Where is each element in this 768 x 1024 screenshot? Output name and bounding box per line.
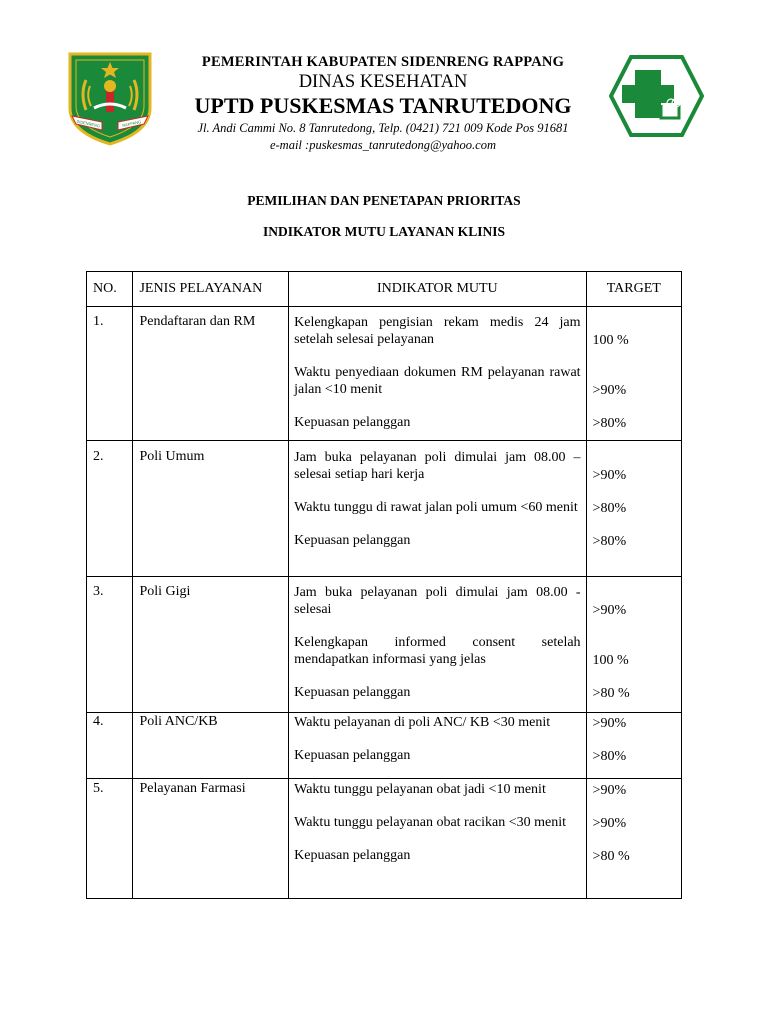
target-value: >90% — [592, 782, 627, 798]
government-name: PEMERINTAH KABUPATEN SIDENRENG RAPPANG — [201, 54, 565, 70]
table-body — [87, 307, 682, 899]
target-cell — [586, 441, 681, 577]
indicator-item: Waktu tunggu di rawat jalan poli umum <60 menit — [294, 500, 578, 515]
indicator-cell — [289, 307, 586, 441]
row-number: 5. — [87, 779, 133, 899]
target-cell — [586, 307, 681, 441]
emblem-banner-right: RAPPANG — [121, 119, 142, 128]
target-value: >90% — [592, 467, 627, 483]
row-number: 1. — [87, 307, 133, 441]
target-value: 100 % — [592, 652, 629, 668]
indicator-item: Kepuasan pelanggan — [294, 848, 411, 863]
service-type: Pelayanan Farmasi — [133, 779, 289, 899]
table-row — [87, 577, 682, 713]
document-title: PEMILIHAN DAN PENETAPAN PRIORITAS — [247, 193, 521, 208]
indicator-item: Jam buka pelayanan poli dimulai jam 08.00 – selesai setiap hari kerja — [294, 450, 581, 482]
service-type: Poli Gigi — [133, 577, 289, 713]
document-subtitle: INDIKATOR MUTU LAYANAN KLINIS — [263, 224, 505, 239]
target-cell — [586, 713, 681, 779]
emblem-banner-left: SIDENRENG — [76, 118, 101, 129]
indicator-item: Kelengkapan pengisian rekam medis 24 jam setelah selesai pelayanan — [294, 315, 581, 347]
indicator-cell — [289, 713, 586, 779]
target-value: >80% — [592, 415, 627, 431]
letterhead — [0, 0, 768, 170]
indicator-item: Waktu tunggu pelayanan obat jadi <10 menit — [294, 782, 546, 797]
indicator-item: Kepuasan pelanggan — [294, 533, 411, 548]
organization-name: UPTD PUSKESMAS TANRUTEDONG — [194, 93, 572, 118]
indicator-cell — [289, 779, 586, 899]
table-row — [87, 713, 682, 779]
row-number: 4. — [87, 713, 133, 779]
regency-emblem-icon — [64, 50, 156, 146]
target-cell — [586, 577, 681, 713]
email-line: e-mail :puskesmas_tanrutedong@yahoo.com — [269, 138, 497, 152]
indicator-item: Waktu penyediaan dokumen RM pelayanan rawat jalan <10 menit — [294, 365, 581, 397]
target-value: >80% — [592, 533, 627, 549]
puskesmas-logo-icon — [609, 55, 704, 137]
target-value: >80 % — [592, 685, 630, 701]
indicator-cell — [289, 441, 586, 577]
indicator-item: Waktu tunggu pelayanan obat racikan <30 menit — [294, 815, 567, 830]
indicator-item: Jam buka pelayanan poli dimulai jam 08.00 - selesai — [294, 585, 581, 617]
target-value: >90% — [592, 715, 627, 731]
target-value: >90% — [592, 815, 627, 831]
target-value: 100 % — [592, 332, 629, 348]
target-value: >90% — [592, 602, 627, 618]
department-name: DINAS KESEHATAN — [298, 72, 468, 92]
table-row — [87, 779, 682, 899]
table-header-row — [87, 272, 682, 307]
service-type: Poli ANC/KB — [133, 713, 289, 779]
table-row — [87, 307, 682, 441]
indicator-table — [86, 271, 682, 899]
letterhead-text — [160, 54, 606, 153]
header-jenis: JENIS PELAYANAN — [133, 272, 289, 307]
target-value: >80% — [592, 500, 627, 516]
row-number: 3. — [87, 577, 133, 713]
table-row — [87, 441, 682, 577]
target-value: >80 % — [592, 848, 630, 864]
target-value: >90% — [592, 382, 627, 398]
indicator-cell — [289, 577, 586, 713]
indicator-item: Kepuasan pelanggan — [294, 415, 411, 430]
address-line: Jl. Andi Cammi No. 8 Tanrutedong, Telp. (0421) 721 009 Kode Pos 91681 — [197, 121, 569, 135]
service-type: Pendaftaran dan RM — [133, 307, 289, 441]
indicator-item: Kepuasan pelanggan — [294, 685, 411, 700]
header-indikator: INDIKATOR MUTU — [289, 272, 586, 307]
indicator-item: Waktu pelayanan di poli ANC/ KB <30 menit — [294, 715, 551, 730]
header-target: TARGET — [586, 272, 681, 307]
header-no: NO. — [87, 272, 133, 307]
service-type: Poli Umum — [133, 441, 289, 577]
target-cell — [586, 779, 681, 899]
row-number: 2. — [87, 441, 133, 577]
indicator-item: Kepuasan pelanggan — [294, 748, 411, 763]
indicator-item: Kelengkapan informed consent setelah mendapatkan informasi yang jelas — [294, 635, 581, 667]
target-value: >80% — [592, 748, 627, 764]
